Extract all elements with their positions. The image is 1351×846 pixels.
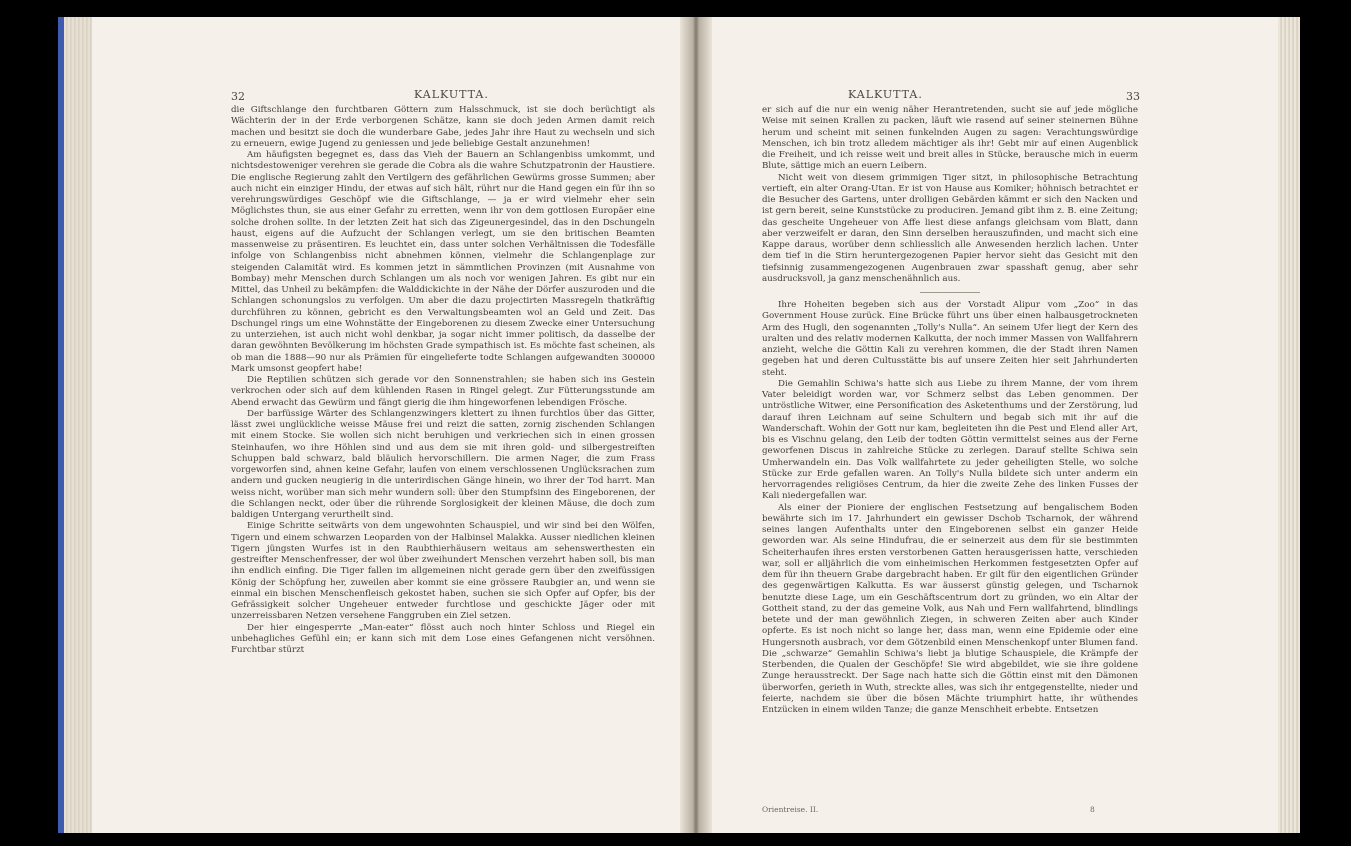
signature-number: 8 xyxy=(1090,805,1095,814)
right-page-number: 33 xyxy=(1126,90,1140,103)
left-paragraph-1: die Giftschlange den furchtbaren Göttern zum Halsschmuck, ist sie doch berüchtigt als Wächterin der in der Erde verborgenen Schätze, kann sie doch jeden Armen damit reich machen und besitzt sie doch die wunderbare Gabe, jedes Jahr ihre Haut zu wechseln und sich zu erneuern, ewige Jugend zu geniessen und jede beliebige Gestalt anzunehmen! xyxy=(231,105,655,149)
left-paragraph-2: Am häufigsten begegnet es, dass das Vieh der Bauern an Schlangenbiss umkommt, und nichtsdestoweniger verehren sie gerade die Cobra als die wahre Schutzpatronin der Haustiere. Die englische Regierung zahlt den Vertilgern des gefährlichen Gewürms grosse Summen; aber auch nicht ein einziger Hindu, der etwas auf sich hält, rührt nur die Hand gegen ein für ihn so verehrungswürdiges Geschöpf wie die Giftschlange, — ja er wird vielmehr eher sein Möglichstes thun, sie aus einer Gefahr zu erretten, wenn ihr von dem gottlosen Europäer eine solche drohen sollte. In der letzten Zeit hat sich das Zigeunergesindel, das in den Dschungeln haust, eigens auf die Aufzucht der Schlangen verlegt, um sie den britischen Beamten massenweise zu präsentiren. Es leuchtet ein, dass unter solchen Verhältnissen die Todesfälle infolge von Schlangenbiss nicht abnehmen können, vielmehr die Schlangenplage zur steigenden Calamität wird. Es kommen jetzt in sämmtlichen Provinzen (mit Ausnahme von Bombay) mehr Menschen durch Schlangen um als noch vor wenigen Jahren. Es gibt nur ein Mittel, das Unheil zu bekämpfen: die Walddickichte in der Nähe der Dörfer auszuroden und die Schlangen schonungslos zu verfolgen. Um aber die dazu projectirten Massregeln thatkräftig durchführen zu können, gebricht es den Verwaltungsbeamten wol an Geld und Zeit. Das Dschungel rings um eine Wohnstätte der Eingeborenen zu diesem Zwecke einer Untersuchung zu unterziehen, ist auch nicht wohl denkbar, ja sogar nicht immer politisch, da dasselbe der daran gewöhnten Bevölkerung im höchsten Grade sympathisch ist. Es möchte fast scheinen, als ob man die 1888—90 nur als Prämien für eingelieferte todte Schlangen aufgewandten 300000 Mark umsonst geopfert habe! xyxy=(231,150,655,374)
left-running-header: KALKUTTA. xyxy=(414,88,489,101)
left-page-body xyxy=(231,105,655,805)
right-page-body xyxy=(762,105,1138,795)
right-paragraph-4: Die Gemahlin Schiwa's hatte sich aus Liebe zu ihrem Manne, der vom ihrem Vater beleidigt worden war, vor Schmerz selbst das Leben genommen. Der untröstliche Witwer, eine Personification des Asketenthums und der Zerstörung, lud darauf ihren Leichnam auf seine Schultern und begab sich mit ihr auf die Wanderschaft. Wohin der Gott nur kam, begleiteten ihn die Pest und Elend aller Art, bis es Vischnu gelang, den Leib der todten Göttin vermittelst seines aus der Ferne geworfenen Discus in zahlreiche Stücke zu zerlegen. Darauf stellte Schiwa sein Umherwandeln ein. Das Volk wallfahrtete zu jeder geheiligten Stelle, wo solche Stücke zur Erde gefallen waren. An Tolly's Nulla bildete sich unter anderm ein hervorragendes religiöses Centrum, da hier die zweite Zehe des linken Fusses der Kali niedergefallen war. xyxy=(762,378,1138,502)
right-paragraph-3: Ihre Hoheiten begeben sich aus der Vorstadt Alipur vom „Zoo“ in das Government House zurück. Eine Brücke führt uns über einen halbausgetrockneten Arm des Hugli, den sogenannten „Tolly's Nulla“. An seinem Ufer liegt der Kern des uralten und des relativ modernen Kalkutta, der noch immer Massen von Wallfahrern anzieht, welche die Göttin Kali zu verehren kommen, die der Stadt ihren Namen gegeben hat und deren Cultusstätte bis auf unsere Zeiten hier seit Jahrhunderten steht. xyxy=(762,300,1138,378)
left-paragraph-3: Die Reptilien schützen sich gerade vor den Sonnenstrahlen; sie haben sich ins Gestein verkrochen oder sich auf dem kühlenden Rasen in Ringel gelegt. Zur Fütterungsstunde am Abend erwacht das Gewürm und fängt gierig die ihm hingeworfenen lebendigen Frösche. xyxy=(231,375,655,408)
book-gutter xyxy=(680,17,712,833)
left-paragraph-4: Der barfüssige Wärter des Schlangenzwingers klettert zu ihnen furchtlos über das Gitter, lässt zwei unglückliche weisse Mäuse frei und reizt die satten, zornig zischenden Schlangen mit einem Stocke. Sie wollen sich nicht beruhigen und verkriechen sich in einen grossen Steinhaufen, wo ihre Höhlen sind und aus dem sie mit ihren gold- und silbergestreiften Schuppen bald schwarz, bald bläulich hervorschillern. Die armen Nager, die zum Frass vorgeworfen sind, ahnen keine Gefahr, laufen von einem verschlossenen Unglücksrachen zum andern und gucken neugierig in die unterirdischen Gänge hinein, wo ihrer der Tod harrt. Man weiss nicht, worüber man sich mehr wundern soll: über den Stumpfsinn des Eingeborenen, der die Schlangen neckt, oder über die rührende Sorglosigkeit der kleinen Mäuse, die doch zum baldigen Untergang verurtheilt sind. xyxy=(231,408,655,520)
signature-mark: Orientreise. II. xyxy=(762,805,819,814)
right-running-header: KALKUTTA. xyxy=(848,88,923,101)
right-paragraph-1: er sich auf die nur ein wenig näher Herantretenden, sucht sie auf jede mögliche Weise mit seinen Krallen zu packen, läuft wie rasend auf seiner steinernen Bühne herum und scheint mit seinen funkelnden Augen zu sagen: Verachtungswürdige Menschen, ich bin trotz alledem mächtiger als ihr! Gebt mir auf einen Augenblick die Freiheit, und ich reisse weit und breit alles in Stücke, berausche mich in euerm Blute, sättige mich an euern Leibern. xyxy=(762,105,1138,172)
right-page-edges xyxy=(1278,17,1300,833)
right-paragraph-2: Nicht weit von diesem grimmigen Tiger sitzt, in philosophische Betrachtung vertieft, ein alter Orang-Utan. Er ist von Hause aus Komiker; höhnisch betrachtet er die Besucher des Gartens, unter drolligen Gebärden kämmt er sich den Nacken und ist gern bereit, seine Kunststücke zu produciren. Jemand gibt ihm z. B. eine Zeitung; das gescheite Ungeheuer von Affe liest diese anfangs gleichsam vom Blatt, dann aber verzweifelt er daran, den Sinn derselben herauszufinden, und macht sich eine Kappe daraus, worüber denn schliesslich alle Anwesenden herzlich lachen. Unter dem tief in die Stirn heruntergezogenen Papier hervor sieht das Gesicht mit den tiefsinnig zusammengezogenen Augenbrauen zwar spasshaft genug, aber sehr ausdrucksvoll, ja ganz menschenähnlich aus. xyxy=(762,172,1138,284)
left-page-number: 32 xyxy=(231,90,245,103)
section-divider xyxy=(920,292,980,293)
right-paragraph-5: Als einer der Pioniere der englischen Festsetzung auf bengalischem Boden bewährte sich im 17. Jahrhundert ein gewisser Dschob Tscharnok, der während seines langen Aufenthalts unter den Eingeborenen selbst ein ganzer Heide geworden war. Als seine Hindufrau, die er seinerzeit aus dem für sie bestimmten Scheiterhaufen ihres ersten verstorbenen Gatten herausgerissen hatte, verschieden war, soll er alljährlich die vom einheimischen Herkommen festgesetzten Opfer auf dem für ihn theuern Grabe dargebracht haben. Er gilt für den eigentlichen Gründer des gegenwärtigen Kalkutta. Es war äusserst günstig gelegen, und Tscharnok benutzte diese Lage, um ein Geschäftscentrum dort zu gründen, wo ein Altar der Gottheit stand, zu der das gemeine Volk, aus Nah und Fern wallfahrtend, blindlings betete und der man gewöhnlich Ziegen, in schweren Zeiten aber auch Kinder opferte. Es ist noch nicht so lange her, dass man, wenn eine Epidemie oder eine Hungersnoth ausbrach, vor dem Götzenbild einen Menschenkopf unter Blumen fand. Die „schwarze“ Gemahlin Schiwa's liebt ja blutige Schauspiele, die Krämpfe der Sterbenden, die Qualen der Geschöpfe! Sie wird abgebildet, wie sie ihre goldene Zunge herausstreckt. Der Sage nach hatte sich die Göttin einst mit den Dämonen überworfen, gerieth in Wuth, streckte alles, was sich ihr entgegenstellte, nieder und feierte, nachdem sie über die bösen Mächte triumphirt hatte, ihr wüthendes Entzücken in einem wilden Tanze; die ganze Menschheit erbebte. Entsetzen xyxy=(762,502,1138,715)
left-paragraph-6: Der hier eingesperrte „Man-eater“ flösst auch noch hinter Schloss und Riegel ein unbehagliches Gefühl ein; er kann sich mit dem Lose eines Gefangenen nicht versöhnen. Furchtbar stürzt xyxy=(231,622,655,655)
left-page-edges xyxy=(64,17,92,833)
left-paragraph-5: Einige Schritte seitwärts von dem ungewohnten Schauspiel, und wir sind bei den Wölfen, Tigern und einem schwarzen Leoparden von der Halbinsel Malakka. Ausser niedlichen kleinen Tigern jüngsten Wurfes ist in den Raubthierhäusern weitaus am sehenswerthesten ein gestreifter Menschenfresser, der wol über zweihundert Menschen verzehrt haben soll, bis man ihn endlich einfing. Die Tiger fallen im allgemeinen nicht gerade gern über den zweifüssigen König der Schöpfung her, zuweilen aber kommt sie eine grössere Raubgier an, und wenn sie einmal ein bischen Menschenfleisch gekostet haben, suchen sie sich Opfer auf Opfer, bis der Gefrässigkeit solcher Ungeheuer entweder furchtlose und geschickte Jäger oder mit unzerreissbaren Netzen versehene Fanggruben ein Ziel setzen. xyxy=(231,521,655,622)
